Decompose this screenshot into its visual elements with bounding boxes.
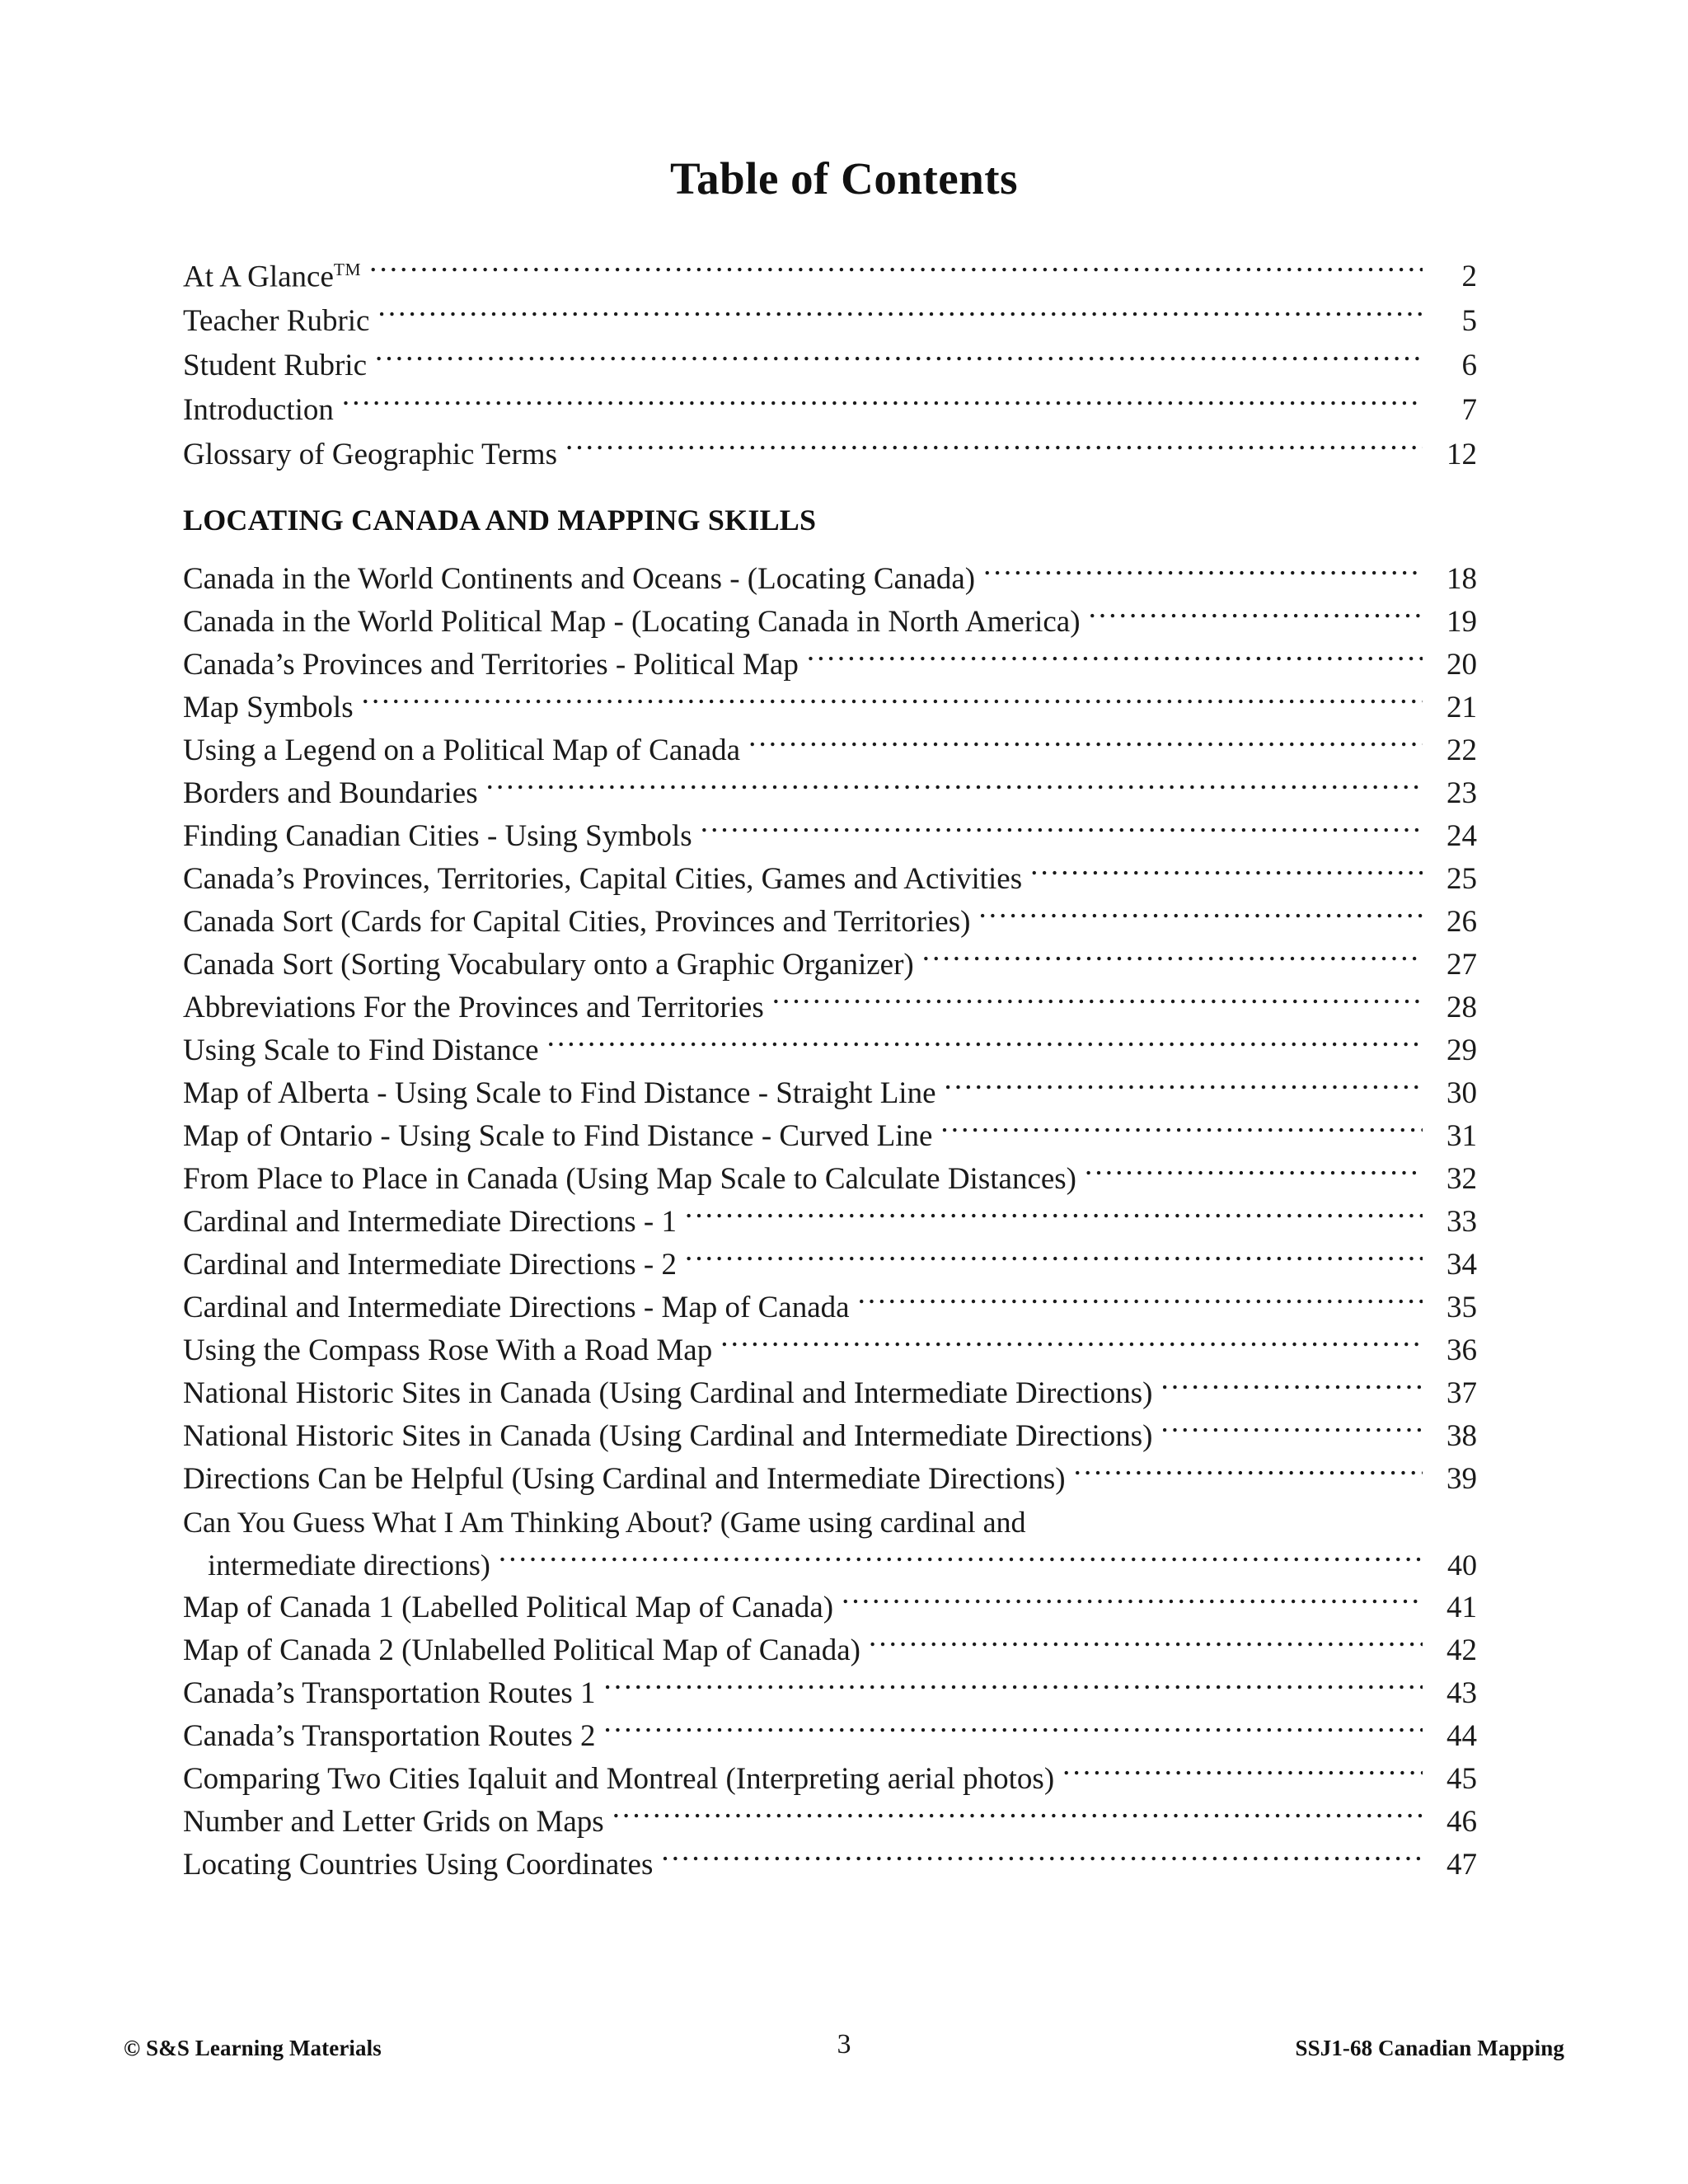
toc-entry[interactable] <box>183 1458 1477 1501</box>
toc-entry[interactable] <box>183 1029 1477 1072</box>
dot-leader <box>486 772 1423 803</box>
dot-leader <box>661 1844 1423 1874</box>
toc-entry-label: From Place to Place in Canada (Using Map Scale to Calculate Distances) <box>183 1162 1077 1197</box>
dot-leader <box>604 1715 1423 1746</box>
toc-entry-label: Glossary of Geographic Terms <box>183 438 557 472</box>
toc-entry[interactable] <box>183 1672 1477 1715</box>
dot-leader <box>499 1545 1423 1575</box>
toc-entry-label: Comparing Two Cities Iqaluit and Montreal (Interpreting aerial photos) <box>183 1762 1055 1797</box>
dot-leader <box>1085 1158 1423 1188</box>
dot-leader <box>1074 1458 1423 1488</box>
toc-entry-label-continued <box>183 1544 1477 1586</box>
toc-entry-page-number: 26 <box>1447 905 1477 940</box>
toc-entry-label: Canada’s Transportation Routes 1 <box>183 1676 596 1711</box>
toc-entry[interactable] <box>183 1629 1477 1672</box>
toc-entry[interactable] <box>183 1072 1477 1115</box>
footer-copyright: © S&S Learning Materials <box>124 2036 382 2060</box>
dot-leader <box>842 1586 1423 1617</box>
toc-entry-page-number: 43 <box>1447 1676 1477 1711</box>
toc-entry[interactable] <box>183 1501 1477 1586</box>
toc-entry-page-number: 44 <box>1447 1719 1477 1754</box>
toc-entry[interactable] <box>183 344 1477 388</box>
dot-leader <box>978 901 1423 931</box>
toc-entry-label: National Historic Sites in Canada (Using Cardinal and Intermediate Directions) <box>183 1419 1153 1454</box>
toc-entry-label: Can You Guess What I Am Thinking About? (Game using cardinal and <box>183 1506 1026 1540</box>
toc-entry-page-number: 21 <box>1447 691 1477 725</box>
toc-entry-label: Canada’s Provinces and Territories - Political Map <box>183 648 799 682</box>
toc-entry-page-number: 40 <box>1447 1549 1477 1582</box>
toc-entry[interactable] <box>183 815 1477 858</box>
dot-leader <box>748 729 1423 760</box>
toc-entry-page-number: 47 <box>1447 1848 1477 1882</box>
dot-leader <box>547 1029 1423 1060</box>
toc-entry[interactable] <box>183 1201 1477 1244</box>
dot-leader <box>685 1201 1423 1231</box>
toc-entry[interactable] <box>183 1158 1477 1201</box>
toc-entry[interactable] <box>183 1286 1477 1329</box>
toc-entry-label: Cardinal and Intermediate Directions - 2 <box>183 1248 677 1282</box>
toc-entry-page-number: 23 <box>1447 776 1477 811</box>
dot-leader <box>1160 1415 1423 1446</box>
toc-entry[interactable] <box>183 901 1477 944</box>
sections-container <box>183 502 1477 1886</box>
toc-entry-page-number: 39 <box>1447 1462 1477 1497</box>
toc-entry-page-number: 34 <box>1447 1248 1477 1282</box>
toc-entry-page-number: 36 <box>1447 1333 1477 1368</box>
toc-entry-page-number: 25 <box>1447 862 1477 897</box>
toc-entry-label: Using Scale to Find Distance <box>183 1033 539 1068</box>
toc-entry-page-number: 27 <box>1447 948 1477 982</box>
toc-entry[interactable] <box>183 1715 1477 1758</box>
dot-leader <box>772 987 1423 1017</box>
toc-entry-label: Canada in the World Continents and Oceans - (Locating Canada) <box>183 562 976 597</box>
dot-leader <box>1160 1372 1423 1403</box>
toc-entry-label: Map of Alberta - Using Scale to Find Distance - Straight Line <box>183 1076 936 1111</box>
toc-section-heading: LOCATING CANADA AND MAPPING SKILLS <box>183 504 817 537</box>
toc-entry[interactable] <box>183 1415 1477 1458</box>
toc-entry-label: Locating Countries Using Coordinates <box>183 1848 654 1882</box>
toc-entry-page-number: 7 <box>1461 393 1477 428</box>
toc-entry[interactable] <box>183 433 1477 477</box>
toc-entry-label: Teacher Rubric <box>183 304 370 339</box>
toc-entry-label <box>183 247 369 299</box>
dot-leader <box>565 434 1423 464</box>
toc-entry-page-number: 41 <box>1447 1591 1477 1625</box>
toc-entry-page-number: 20 <box>1447 648 1477 682</box>
dot-leader <box>922 944 1423 974</box>
toc-entry-label-text: intermediate directions) <box>208 1549 490 1582</box>
dot-leader <box>720 1329 1423 1360</box>
toc-entry-page-number: 45 <box>1447 1762 1477 1797</box>
toc-entry-label: Directions Can be Helpful (Using Cardinal and Intermediate Directions) <box>183 1462 1066 1497</box>
toc-entry-label: Map of Canada 1 (Labelled Political Map of Canada) <box>183 1591 834 1625</box>
dot-leader <box>604 1672 1423 1703</box>
toc-entry-label: Using the Compass Rose With a Road Map <box>183 1333 713 1368</box>
toc-entry[interactable] <box>183 987 1477 1029</box>
toc-entry-page-number: 46 <box>1447 1805 1477 1840</box>
toc-entry-page-number: 29 <box>1447 1033 1477 1068</box>
toc-entry-label: Canada Sort (Sorting Vocabulary onto a Graphic Organizer) <box>183 948 914 982</box>
toc-entry-page-number: 18 <box>1447 562 1477 597</box>
dot-leader <box>1030 858 1423 888</box>
dot-leader <box>869 1629 1423 1660</box>
toc-entry[interactable] <box>183 1372 1477 1415</box>
dot-leader <box>945 1072 1423 1103</box>
toc-entry-label: Canada Sort (Cards for Capital Cities, Provinces and Territories) <box>183 905 971 940</box>
dot-leader <box>369 255 1423 286</box>
toc-entry-page-number: 24 <box>1447 819 1477 854</box>
dot-leader <box>1089 601 1423 631</box>
toc-entry[interactable] <box>183 687 1477 729</box>
toc-entry-page-number: 32 <box>1447 1162 1477 1197</box>
toc-entry-label-text: At A Glance <box>183 260 334 294</box>
toc-entry[interactable] <box>183 1115 1477 1158</box>
dot-leader <box>940 1115 1423 1146</box>
toc-entry-label: National Historic Sites in Canada (Using Cardinal and Intermediate Directions) <box>183 1376 1153 1411</box>
toc-entry[interactable] <box>183 944 1477 987</box>
dot-leader <box>377 300 1423 330</box>
toc-entry-page-number: 28 <box>1447 991 1477 1025</box>
toc-entry-label: Map of Ontario - Using Scale to Find Distance - Curved Line <box>183 1119 933 1154</box>
toc-entry[interactable] <box>183 1801 1477 1844</box>
page-title: Table of Contents <box>669 153 1019 204</box>
toc-entry-label: Canada’s Provinces, Territories, Capital Cities, Games and Activities <box>183 862 1023 897</box>
toc-entry[interactable] <box>183 1758 1477 1801</box>
toc-entry-page-number: 33 <box>1447 1205 1477 1240</box>
toc-entry[interactable] <box>183 558 1477 601</box>
toc-entry[interactable] <box>183 299 1477 344</box>
toc-entry-page-number: 37 <box>1447 1376 1477 1411</box>
trademark-superscript: TM <box>333 260 362 279</box>
toc-entry[interactable] <box>183 729 1477 772</box>
toc-entry[interactable] <box>183 1844 1477 1886</box>
toc-entry-label: Abbreviations For the Provinces and Territories <box>183 991 764 1025</box>
toc-entry[interactable] <box>183 858 1477 901</box>
toc-entry-label: Map Symbols <box>183 691 354 725</box>
toc-entry[interactable] <box>183 1329 1477 1372</box>
toc-entry-page-number: 30 <box>1447 1076 1477 1111</box>
toc-entry[interactable] <box>183 644 1477 687</box>
toc-entry-label: Student Rubric <box>183 349 368 383</box>
dot-leader <box>375 344 1423 375</box>
front-matter-group <box>183 247 1477 477</box>
toc-entry-label: Canada in the World Political Map - (Locating Canada in North America) <box>183 605 1081 640</box>
toc-entry-page-number: 6 <box>1461 349 1477 383</box>
toc-entry-page-number: 12 <box>1447 438 1477 472</box>
toc-entry-label: Cardinal and Intermediate Directions - Map of Canada <box>183 1291 850 1325</box>
footer-product-code: SSJ1-68 Canadian Mapping <box>1295 2036 1564 2060</box>
toc-entry-label: Cardinal and Intermediate Directions - 1 <box>183 1205 677 1240</box>
toc-entry-label: Number and Letter Grids on Maps <box>183 1805 604 1840</box>
toc-entry-label: Map of Canada 2 (Unlabelled Political Map of Canada) <box>183 1633 860 1668</box>
toc-entry-label: Borders and Boundaries <box>183 776 478 811</box>
toc-entry-label: Introduction <box>183 393 334 428</box>
dot-leader <box>807 644 1423 674</box>
toc-entry-label: Finding Canadian Cities - Using Symbols <box>183 819 692 854</box>
toc-entry[interactable] <box>183 772 1477 815</box>
dot-leader <box>858 1286 1423 1317</box>
toc-entry[interactable] <box>183 247 1477 299</box>
dot-leader <box>342 389 1423 419</box>
toc-entry-page-number: 5 <box>1461 304 1477 339</box>
toc-entry-page-number: 42 <box>1447 1633 1477 1668</box>
toc-entry[interactable] <box>183 1586 1477 1629</box>
toc-entry[interactable] <box>183 1244 1477 1286</box>
toc-entry-label: Canada’s Transportation Routes 2 <box>183 1719 596 1754</box>
table-of-contents <box>183 247 1477 1886</box>
toc-entry-page-number: 35 <box>1447 1291 1477 1325</box>
dot-leader <box>983 558 1423 588</box>
toc-entry-page-number: 19 <box>1447 605 1477 640</box>
dot-leader <box>685 1244 1423 1274</box>
toc-entry-page-number: 38 <box>1447 1419 1477 1454</box>
footer-page-number: 3 <box>837 2029 851 2060</box>
toc-entry-label: Using a Legend on a Political Map of Canada <box>183 733 741 768</box>
dot-leader <box>612 1801 1423 1831</box>
toc-entry-page-number: 22 <box>1447 733 1477 768</box>
dot-leader <box>1062 1758 1423 1788</box>
toc-entry[interactable] <box>183 601 1477 644</box>
toc-entry[interactable] <box>183 388 1477 433</box>
dot-leader <box>362 687 1423 717</box>
dot-leader <box>701 815 1423 846</box>
toc-entry-page-number: 31 <box>1447 1119 1477 1154</box>
toc-entry-page-number: 2 <box>1461 260 1477 294</box>
page-footer <box>124 2029 1564 2061</box>
